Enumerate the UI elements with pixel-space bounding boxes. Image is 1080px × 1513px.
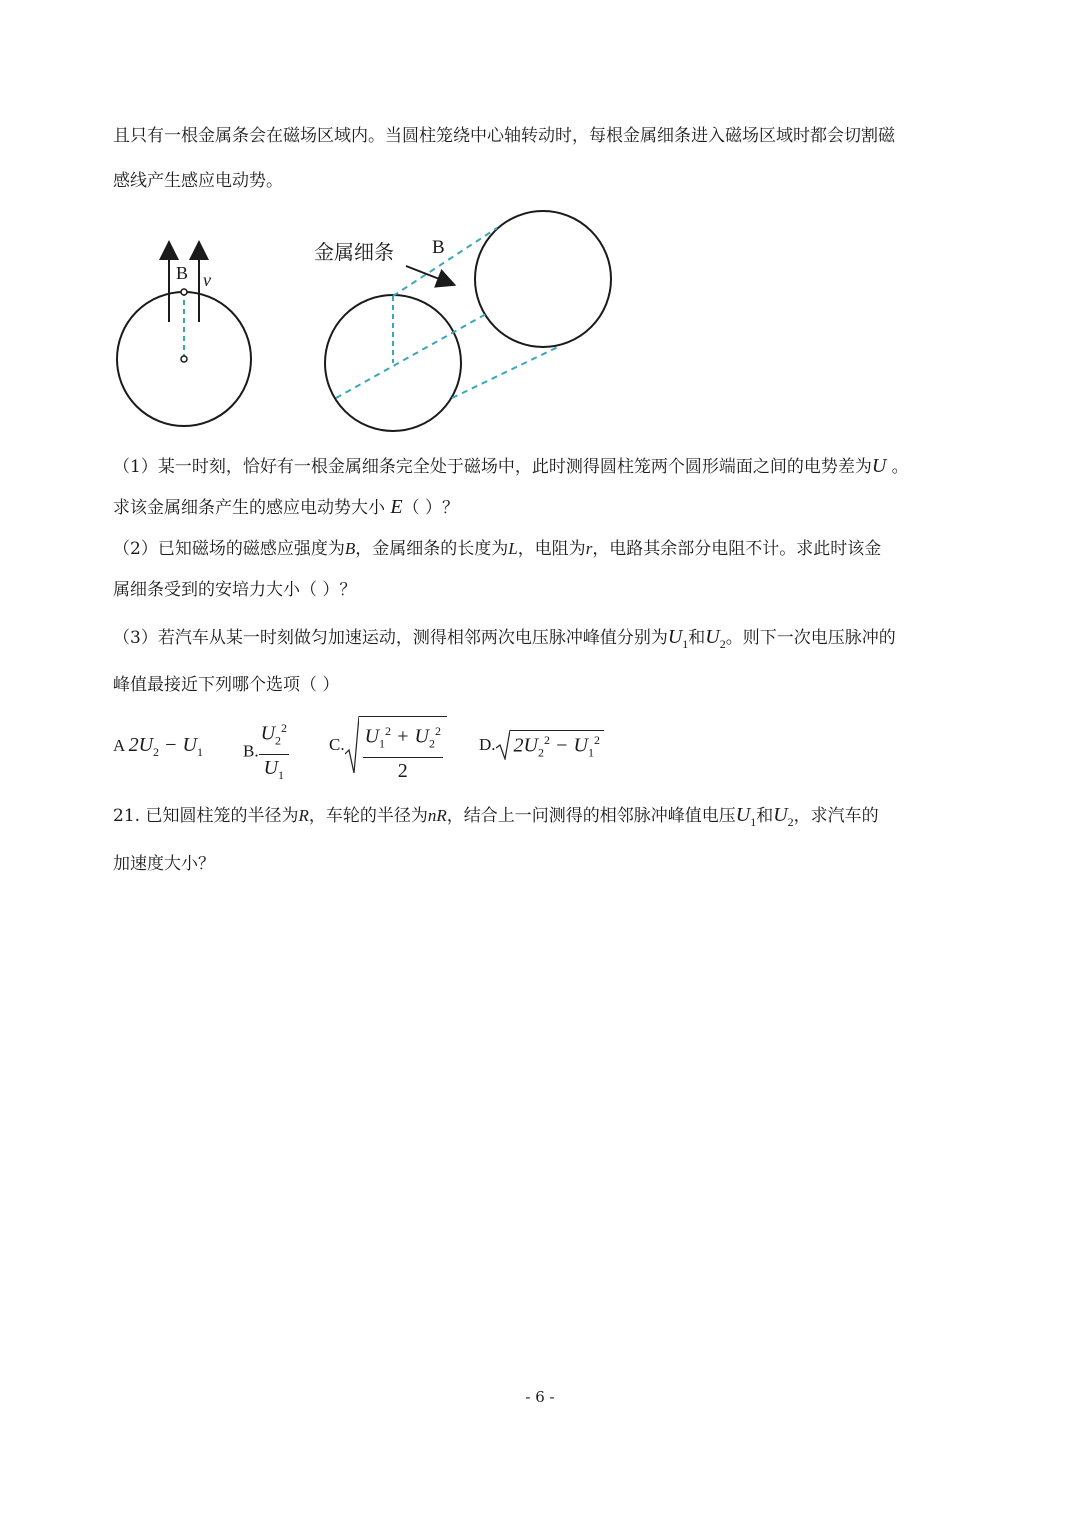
q1-end-2: （ ）？ [402,498,460,518]
q21-text-b: ，车轮的半径为 [308,806,428,826]
option-d-label: D. [479,735,496,754]
right-cylinder-diagram [314,211,611,431]
strip-pointer-arrow [406,266,447,282]
q21-text-d: ，求汽车的 [793,806,879,826]
q2-var-b: B [344,539,356,558]
q21-text-a: 21. 已知圆柱笼的半径为 [113,806,299,826]
intro-line-2: 感线产生感应电动势。 [113,171,283,191]
q2-text-b: ，金属细条的长度为 [355,539,509,559]
q1-text-2: 求该金属细条产生的感应电动势大小 [113,498,385,518]
q21-text-c: ，结合上一问测得的相邻脉冲峰值电压 [446,806,736,826]
q21-line-1: 21. 已知圆柱笼的半径为R，车轮的半径为nR，结合上一问测得的相邻脉冲峰值电压$U_1$和$U_2$，求汽车的 [113,804,879,829]
option-b: B. $\frac{U_2^2}{U_1}$ [243,716,289,787]
q1-var-u: U [871,455,887,477]
option-a-label: A [113,736,125,755]
label-b-right: B [432,237,445,258]
option-c-label: C. [329,735,345,754]
q1-text-1: （1）某一时刻，恰好有一根金属细条完全处于磁场中，此时测得圆柱笼两个圆形端面之间的电势差为 [113,457,872,477]
q21-var-r: R [298,806,309,825]
q3-line-1: （3）若汽车从某一时刻做匀加速运动，测得相邻两次电压脉冲峰值分别为$U_1$和$U_2$。则下一次电压脉冲的 [113,626,896,651]
q1-end-1: 。 [886,457,909,477]
q3-line-2: 峰值最接近下列哪个选项（ ） [113,675,340,695]
q21-var-nr: nR [427,806,447,825]
q1-var-e: E [390,496,403,518]
label-v: v [203,270,211,290]
q2-var-l: L [508,539,518,558]
q2-text-a: （2）已知磁场的磁感应强度为 [113,539,345,559]
left-circle-diagram [117,250,251,426]
q2-line-1 [113,537,881,561]
q3-text-a: （3）若汽车从某一时刻做匀加速运动，测得相邻两次电压脉冲峰值分别为 [113,628,668,648]
option-a: A $2U_2 - U_1$ [113,734,203,759]
page-number: - 6 - [525,1388,555,1406]
option-d: D. $2U_2^2 - U_1^2$ [479,730,604,760]
label-b-left: B [176,263,189,283]
option-c: C. $\frac{U_1^2 + U_2^2}{2}$ [329,716,447,774]
q21-and: 和 [756,806,774,826]
figure-cylinder-cage [0,200,1080,440]
q2-text-d: ，电路其余部分电阻不计。求此时该金 [592,539,882,559]
q2-line-2: 属细条受到的安培力大小（ ）？ [113,580,357,600]
label-metal-strip: 金属细条 [314,240,394,264]
q3-and: 和 [688,628,706,648]
q2-var-r: r [585,539,593,558]
q1-line-2 [113,495,459,520]
q2-text-c: ，电阻为 [517,539,586,559]
q1-line-1 [113,454,909,479]
q3-text-b: 。则下一次电压脉冲的 [725,628,896,648]
q21-line-2: 加速度大小？ [113,854,215,874]
intro-line-1: 且只有一根金属条会在磁场区域内。当圆柱笼绕中心轴转动时，每根金属细条进入磁场区域时都会切割磁 [113,126,895,146]
option-b-label: B. [243,741,259,761]
